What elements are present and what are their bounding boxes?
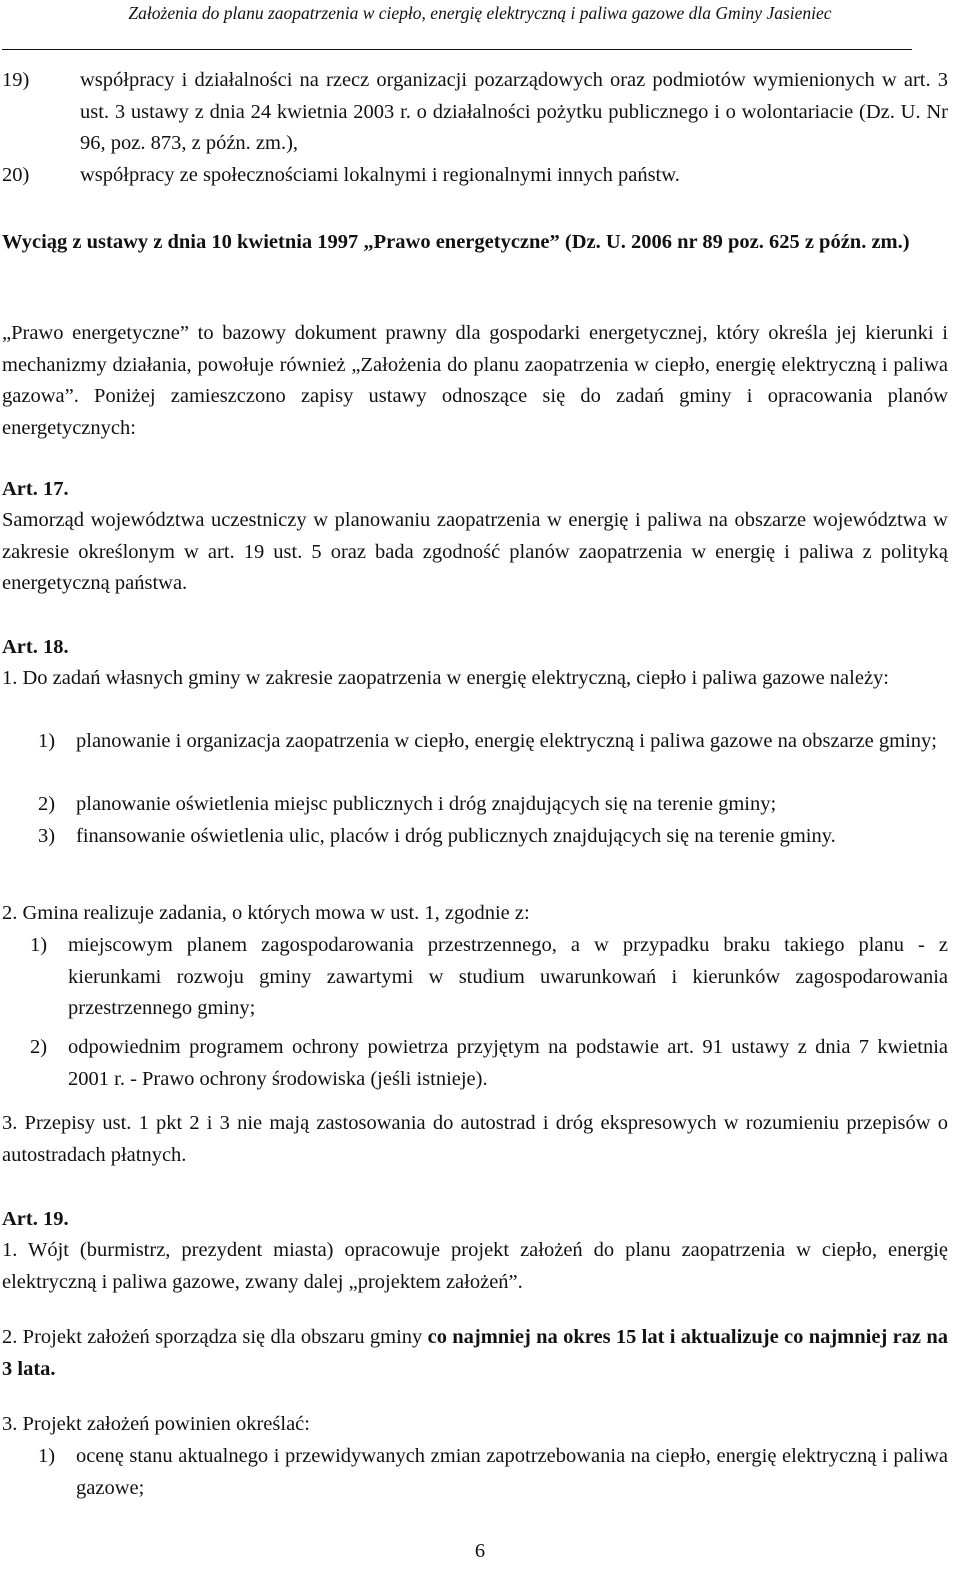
list-item-text: finansowanie oświetlenia ulic, placów i dróg publicznych znajdujących się na terenie gminy. bbox=[76, 825, 836, 847]
list-item-number: 1) bbox=[30, 934, 48, 956]
list-item bbox=[38, 1441, 948, 1504]
header-rule bbox=[2, 49, 912, 50]
article-18-title: Art. 18. bbox=[2, 636, 69, 658]
running-header: Założenia do planu zaopatrzenia w ciepło, energię elektryczną i paliwa gazowe dla Gminy Jasieniec bbox=[128, 3, 832, 23]
list-item-number: 1) bbox=[38, 1445, 56, 1467]
intro-paragraph: „Prawo energetyczne” to bazowy dokument prawny dla gospodarki energetycznej, który określa jej kierunki i mechanizmy działania, powołuje również „Założenia do planu zaopatrzenia w ciepło, energię elektryczną i paliwa gazowa”. Poniżej zamieszczono zapisy ustawy odnoszące się do zadań gminy i opracowania planów energetycznych: bbox=[2, 322, 948, 439]
list-item bbox=[30, 930, 948, 1025]
list-item-text: planowanie i organizacja zaopatrzenia w ciepło, energię elektryczną i paliwa gazowe na obszarze gminy; bbox=[76, 730, 937, 752]
article-18-para-2: 2. Gmina realizuje zadania, o których mowa w ust. 1, zgodnie z: bbox=[2, 902, 530, 924]
list-item bbox=[38, 821, 948, 884]
article-18-para-3: 3. Przepisy ust. 1 pkt 2 i 3 nie mają zastosowania do autostrad i dróg ekspresowych w rozumieniu przepisów o autostradach płatnych. bbox=[2, 1112, 948, 1166]
list-item bbox=[2, 65, 948, 160]
article-18-para-1: 1. Do zadań własnych gminy w zakresie zaopatrzenia w energię elektryczną, ciepło i paliwa gazowe należy: bbox=[2, 667, 889, 689]
list-item-text: współpracy i działalności na rzecz organizacji pozarządowych oraz podmiotów wymienionych w art. 3 ust. 3 ustawy z dnia 24 kwietnia 2003 r. o działalności pożytku publicznego i o wolontariacie (Dz. U. Nr 96, poz. 873, z późn. zm.), bbox=[80, 69, 948, 154]
list-item-number: 2) bbox=[30, 1036, 48, 1058]
list-item-text: ocenę stanu aktualnego i przewidywanych zmian zapotrzebowania na ciepło, energię elektryczną i paliwa gazowe; bbox=[76, 1445, 948, 1499]
section-heading: Wyciąg z ustawy z dnia 10 kwietnia 1997 „Prawo energetyczne” (Dz. U. 2006 nr 89 poz. 625 z późn. zm.) bbox=[2, 231, 910, 253]
page-number: 6 bbox=[474, 1540, 486, 1562]
list-item-number: 19) bbox=[2, 69, 30, 91]
article-19-title: Art. 19. bbox=[2, 1208, 69, 1230]
list-item-text: odpowiednim programem ochrony powietrza przyjętym na podstawie art. 91 ustawy z dnia 7 kwietnia 2001 r. - Prawo ochrony środowiska (jeśli istnieje). bbox=[68, 1036, 948, 1090]
article-17-text: Samorząd województwa uczestniczy w planowaniu zaopatrzenia w energię i paliwa na obszarze województwa w zakresie określonym w art. 19 ust. 5 oraz bada zgodność planów zaopatrzenia w energię i paliwa z polityką energetyczną państwa. bbox=[2, 509, 948, 594]
article-17-title: Art. 17. bbox=[2, 478, 69, 500]
list-item bbox=[38, 789, 948, 821]
article-19-para-3: 3. Projekt założeń powinien określać: bbox=[2, 1413, 310, 1435]
article-19-para-2 bbox=[2, 1322, 948, 1385]
list-item-number: 2) bbox=[38, 793, 56, 815]
list-item-number: 3) bbox=[38, 825, 56, 847]
list-item-text: miejscowym planem zagospodarowania przestrzennego, a w przypadku braku takiego planu - z kierunkami rozwoju gminy zawartymi w studium uwarunkowań i kierunków zagospodarowania przestrzennego gminy; bbox=[68, 934, 948, 1019]
list-item bbox=[38, 726, 948, 789]
list-item-number: 1) bbox=[38, 730, 56, 752]
list-item bbox=[2, 160, 948, 192]
list-item bbox=[30, 1032, 948, 1095]
article-19-para-2-emphasis: co najmniej na okres 15 lat i aktualizuje co najmniej raz na 3 lata. bbox=[2, 1326, 948, 1380]
article-19-para-1: 1. Wójt (burmistrz, prezydent miasta) opracowuje projekt założeń do planu zaopatrzenia w ciepło, energię elektryczną i paliwa gazowe, zwany dalej „projektem założeń”. bbox=[2, 1239, 948, 1293]
list-item-text: planowanie oświetlenia miejsc publicznych i dróg znajdujących się na terenie gminy; bbox=[76, 793, 777, 815]
article-19-para-2-text: 2. Projekt założeń sporządza się dla obszaru gminy bbox=[2, 1326, 428, 1348]
list-item-text: współpracy ze społecznościami lokalnymi i regionalnymi innych państw. bbox=[80, 164, 680, 186]
list-item-number: 20) bbox=[2, 164, 30, 186]
